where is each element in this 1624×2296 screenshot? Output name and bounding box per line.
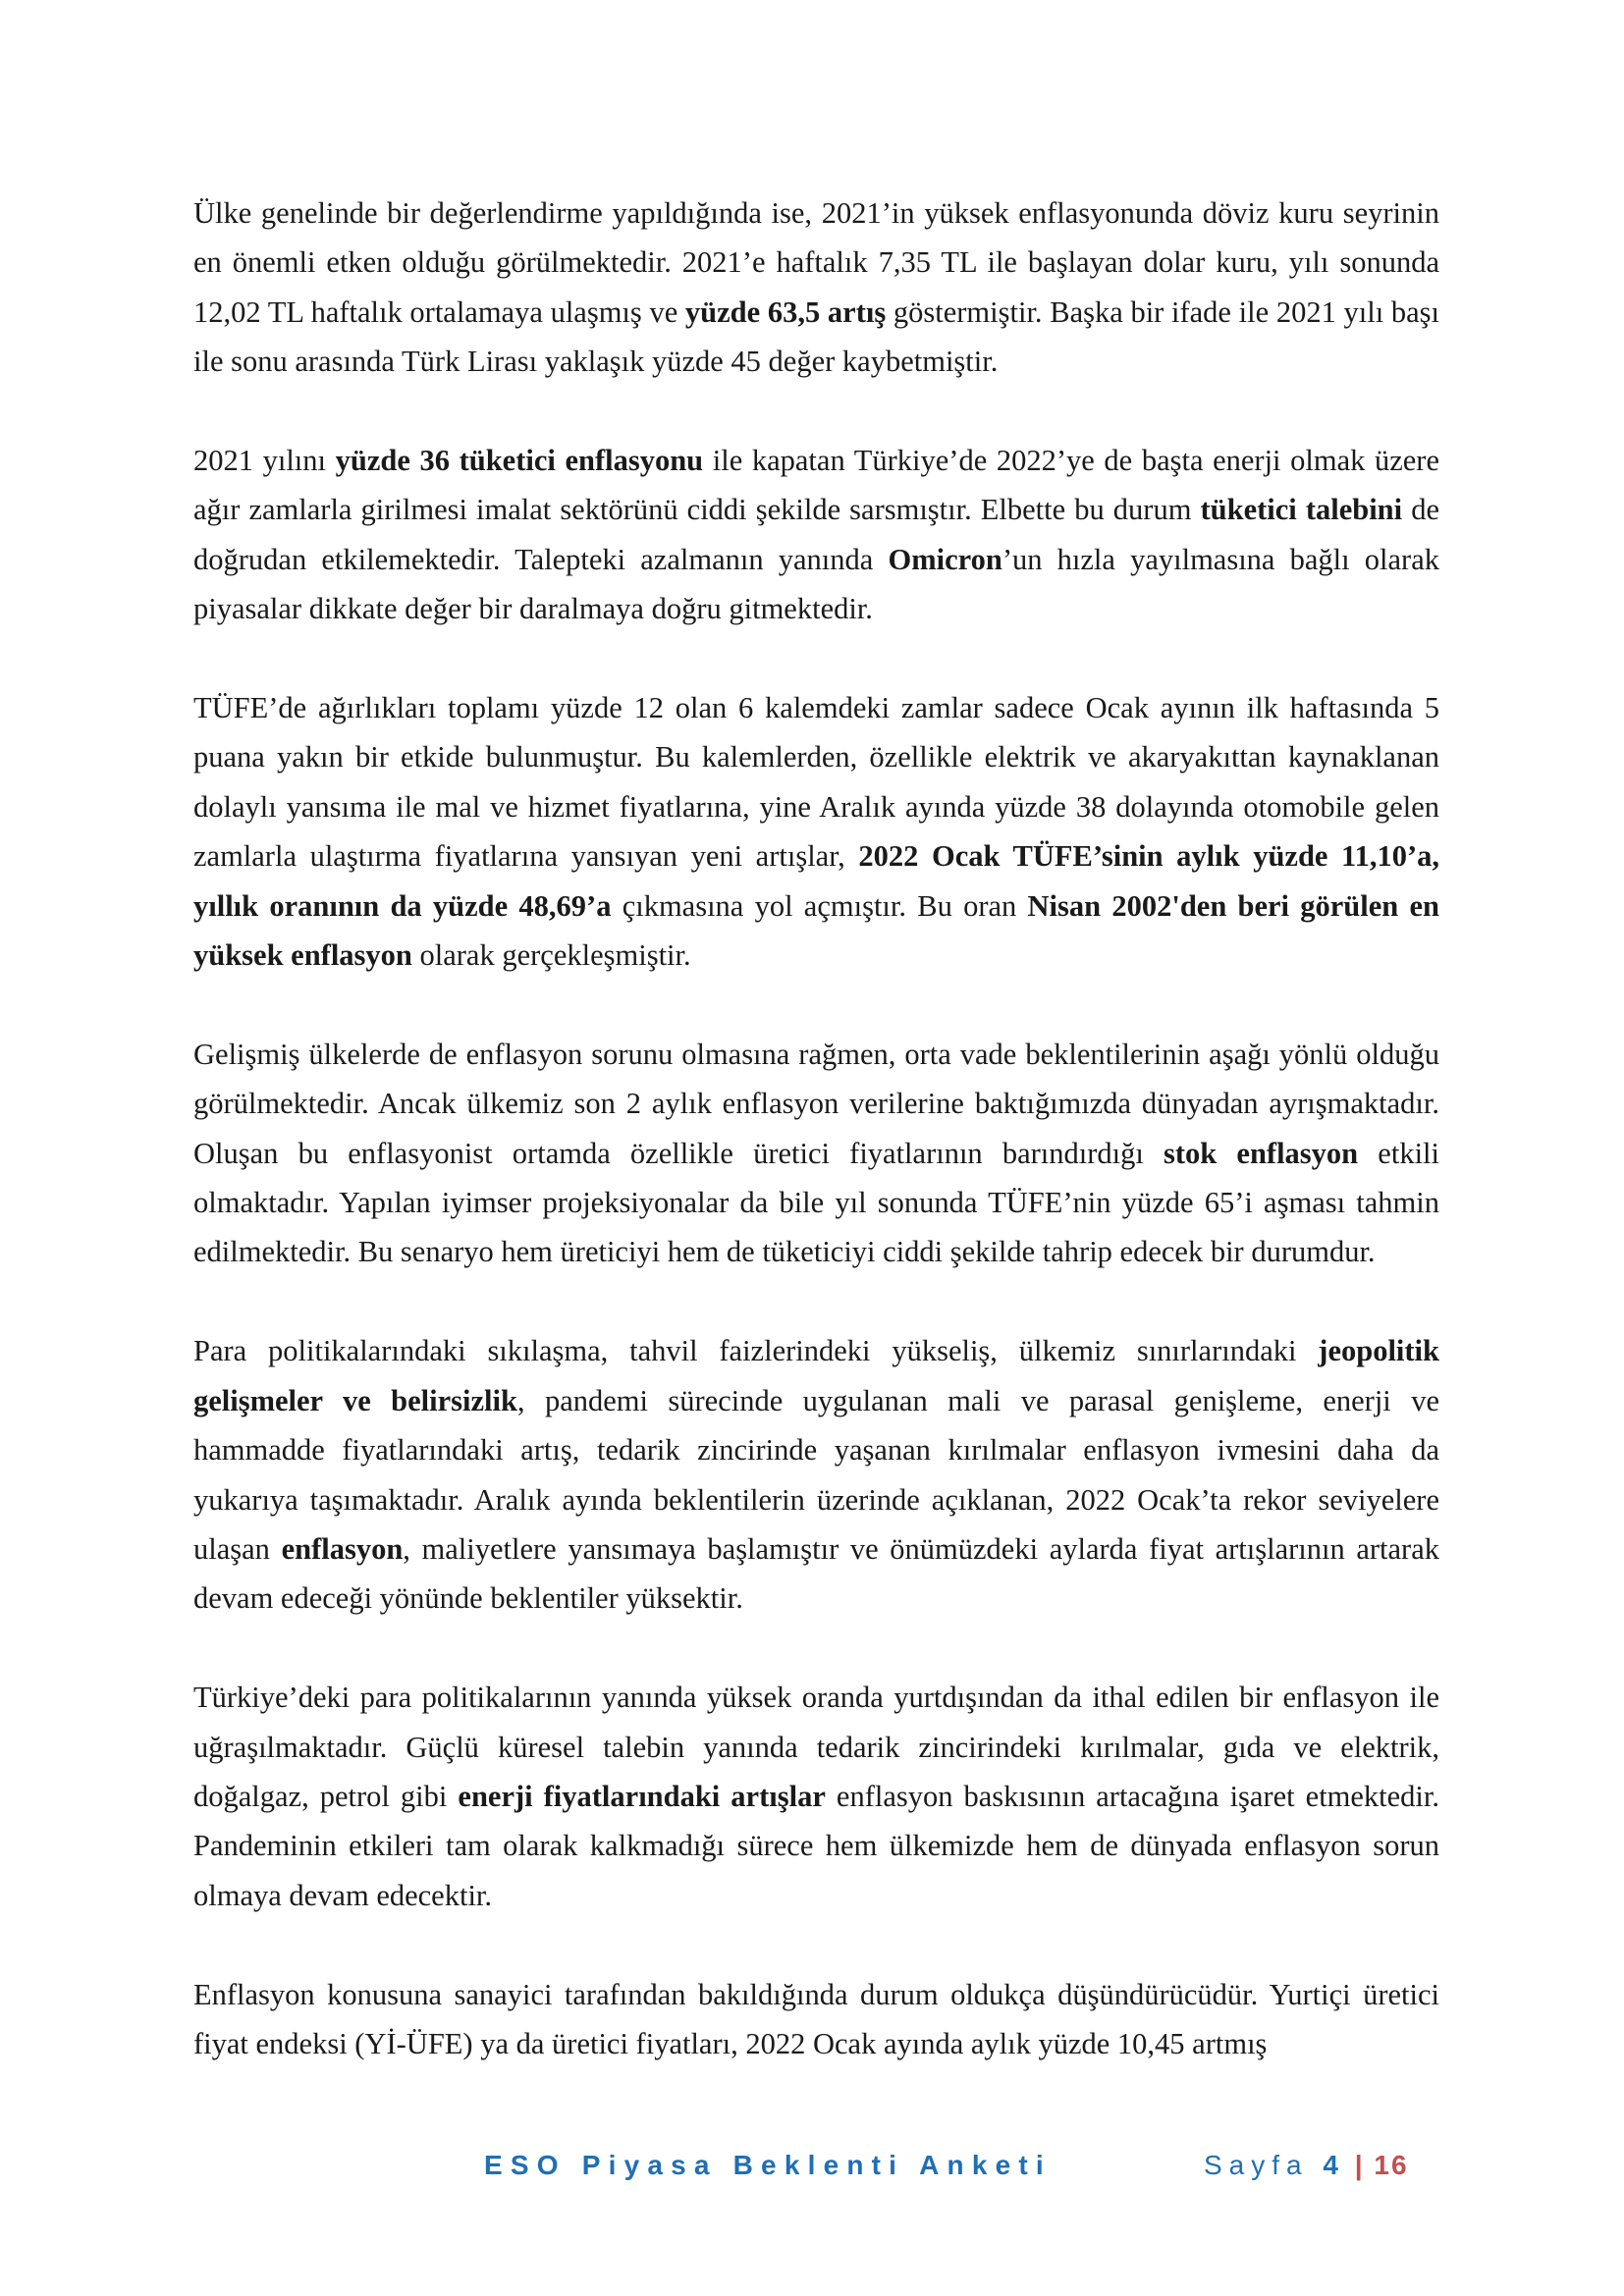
bold-text: stok enflasyon — [1164, 1136, 1359, 1170]
footer-page-label: Sayfa — [1204, 2150, 1309, 2180]
bold-text: Omicron — [888, 542, 1002, 576]
paragraph-text: enflasyon baskısının artacağına işaret etmektedir. Pandeminin etkileri tam olarak kalkmadığı sürece hem ülkemizde hem de dünyada enflasyon sorun olmaya devam edecektir. — [193, 1779, 1440, 1912]
bold-text: yüzde 63,5 artış — [684, 294, 887, 329]
bold-text: enflasyon — [281, 1531, 404, 1566]
bold-text: 2022 Ocak TÜFE’sinin aylık yüzde 11,10’a, yıllık oranının da yüzde 48,69’a — [193, 839, 1440, 923]
paragraph-text: Para politikalarındaki sıkılaşma, tahvil faizlerindeki yükseliş, ülkemiz sınırlarındaki — [193, 1334, 1319, 1368]
paragraph-text: göstermiştir. Başka bir ifade ile 2021 yılı başı ile sonu arasında Türk Lirası yaklaşık yüzde 45 değer kaybetmiştir. — [193, 294, 1439, 379]
paragraph-text: çıkmasına yol açmıştır. Bu oran — [611, 888, 1028, 923]
body-paragraph — [193, 1970, 1439, 2069]
page-footer — [0, 2150, 1624, 2189]
paragraph-text: de doğrudan etkilemektedir. Talepteki azalmanın yanında — [193, 493, 1439, 576]
body-paragraph — [193, 683, 1439, 980]
paragraph-text: , pandemi sürecinde uygulanan mali ve parasal genişleme, enerji ve hammadde fiyatlarındaki artış, tedarik zincirinde yaşanan kırılmalar enflasyon ivmesini daha da yukarıya taşımaktadır. Aralık ayında beklentilerin üzerinde açıklanan, 2022 Ocak’ta rekor seviyelere ulaşan — [193, 1383, 1439, 1566]
paragraph-text: Gelişmiş ülkelerde de enflasyon sorunu olmasına rağmen, orta vade beklentilerinin aşağı yönlü olduğu görülmektedir. Ancak ülkemiz son 2 aylık enflasyon verilerine baktığımızda dünyadan ayrışmaktadır. Oluşan bu enflasyonist ortamda özellikle üretici fiyatlarının barındırdığı — [193, 1037, 1439, 1170]
paragraph-text: ’un hızla yayılmasına bağlı olarak piyasalar dikkate değer bir daralmaya doğru gitmektedir. — [193, 542, 1439, 626]
footer-title: ESO Piyasa Beklenti Anketi — [484, 2150, 1052, 2180]
paragraph-text: , maliyetlere yansımaya başlamıştır ve önümüzdeki aylarda fiyat artışlarının artarak devam edeceği yönünde beklentiler yüksektir. — [193, 1531, 1440, 1616]
footer-total-pages: 16 — [1374, 2150, 1409, 2180]
bold-text: yüzde 36 tüketici enflasyonu — [335, 444, 704, 478]
footer-separator-glyph: | — [1354, 2150, 1365, 2180]
document-body — [193, 188, 1439, 2118]
paragraph-text: etkili olmaktadır. Yapılan iyimser projeksiyonalar da bile yıl sonunda TÜFE’nin yüzde 65’i aşması tahmin edilmektedir. Bu senaryo hem üreticiyi hem de tüketiciyi ciddi şekilde tahrip edecek bir durumdur. — [193, 1136, 1439, 1269]
paragraph-text: 2021 yılını — [193, 444, 336, 478]
body-paragraph — [193, 188, 1439, 387]
paragraph-text: Türkiye’deki para politikalarının yanında yüksek oranda yurtdışından da ithal edilen bir enflasyon ile uğraşılmaktadır. Güçlü küresel talebin yanında tedarik zincirindeki kırılmalar, gıda ve elektrik, doğalgaz, petrol gibi — [193, 1681, 1439, 1813]
paragraph-text: TÜFE’de ağırlıkları toplamı yüzde 12 olan 6 kalemdeki zamlar sadece Ocak ayının ilk haftasında 5 puana yakın bir etkide bulunmuştur. Bu kalemlerden, özellikle elektrik ve akaryakıttan kaynaklanan dolaylı yansıma ile mal ve hizmet fiyatlarına, yine Aralık ayında yüzde 38 dolayında otomobile gelen zamlarla ulaştırma fiyatlarına yansıyan yeni artışlar, — [193, 691, 1439, 874]
bold-text: tüketici talebini — [1200, 493, 1403, 527]
body-paragraph — [193, 1673, 1439, 1920]
footer-page-number: 4 — [1323, 2150, 1340, 2180]
footer-page-separator — [1355, 2150, 1409, 2180]
bold-text: enerji fiyatlarındaki artışlar — [458, 1779, 826, 1813]
paragraph-text: Ülke genelinde bir değerlendirme yapıldığında ise, 2021’in yüksek enflasyonunda döviz kuru seyrinin en önemli etken olduğu görülmektedir. 2021’e haftalık 7,35 TL ile başlayan dolar kuru, yılı sonunda 12,02 TL haftalık ortalamaya ulaşmış ve — [193, 196, 1439, 329]
body-paragraph — [193, 436, 1439, 634]
body-paragraph — [193, 1326, 1439, 1623]
body-paragraph — [193, 1030, 1439, 1277]
bold-text: Nisan 2002'den beri görülen en yüksek enflasyon — [193, 888, 1439, 973]
paragraph-text: olarak gerçekleşmiştir. — [411, 938, 691, 973]
bold-text: jeopolitik gelişmeler ve belirsizlik — [193, 1334, 1439, 1417]
footer-page-indicator — [1204, 2150, 1409, 2181]
paragraph-text: Enflasyon konusuna sanayici tarafından bakıldığında durum oldukça düşündürücüdür. Yurtiçi üretici fiyat endeksi (Yİ-ÜFE) ya da üretici fiyatları, 2022 Ocak ayında aylık yüzde 10,45 artmış — [193, 1977, 1439, 2060]
paragraph-text: ile kapatan Türkiye’de 2022’ye de başta enerji olmak üzere ağır zamlarla girilmesi imalat sektörünü ciddi şekilde sarsmıştır. Elbette bu durum — [193, 444, 1439, 527]
